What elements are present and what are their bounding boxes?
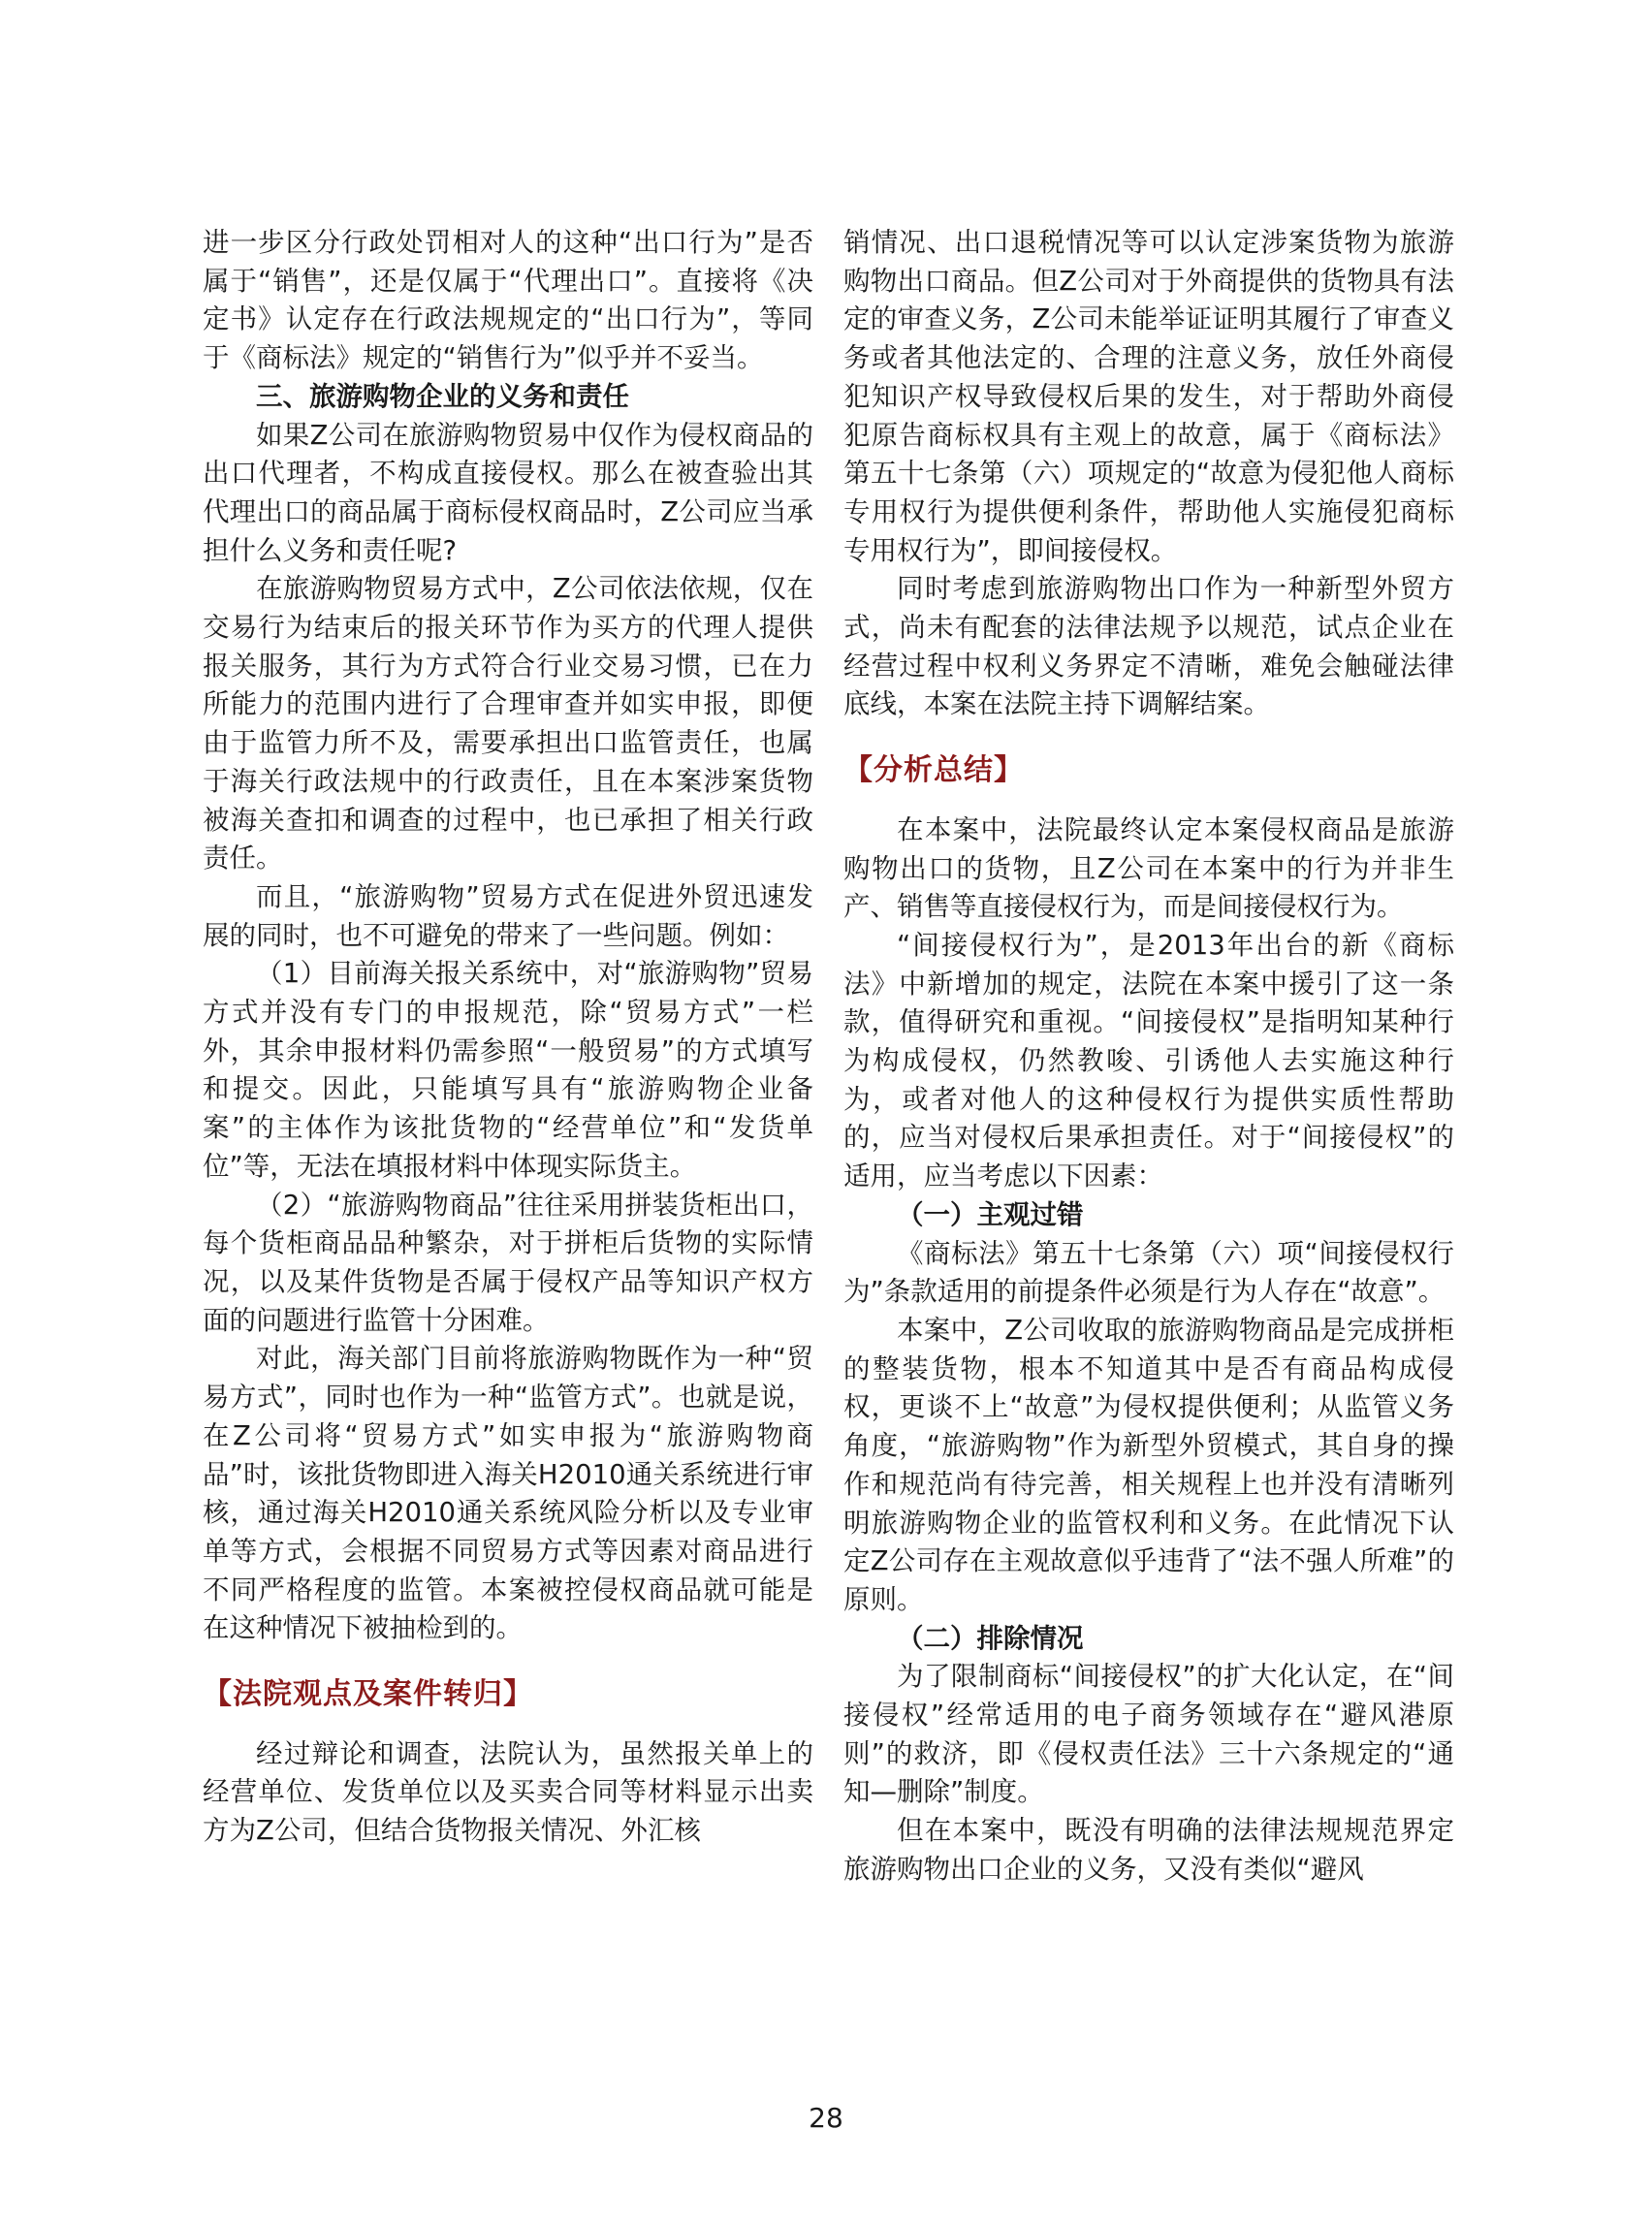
right-column [843, 224, 1454, 1890]
paragraph: 《商标法》第五十七条第（六）项“间接侵权行为”条款适用的前提条件必须是行为人存在“故意”。 [843, 1237, 1454, 1308]
page-number: 28 [809, 2102, 843, 2134]
subheading-subjective-fault: （一）主观过错 [897, 1198, 1084, 1230]
paragraph: 对此，海关部门目前将旅游购物既作为一种“贸易方式”，同时也作为一种“监管方式”。也就是说，在Z公司将“贸易方式”如实申报为“旅游购物商品”时，该批货物即进入海关H2010通关系统进行审核，通过海关H2010通关系统风险分析以及专业审单等方式，会根据不同贸易方式等因素对商品进行不同严格程度的监管。本案被控侵权商品就可能是在这种情况下被抽检到的。 [203, 1343, 813, 1644]
left-column [203, 224, 813, 1851]
paragraph: 而且，“旅游购物”贸易方式在促进外贸迅速发展的同时，也不可避免的带来了一些问题。例如： [203, 880, 813, 951]
section-heading-analysis-summary: 【分析总结】 [843, 753, 1024, 788]
subheading-exclusions: （二）排除情况 [897, 1622, 1084, 1654]
paragraph-continued: 销情况、出口退税情况等可以认定涉案货物为旅游购物出口商品。但Z公司对于外商提供的货物具有法定的审查义务，Z公司未能举证证明其履行了审查义务或者其他法定的、合理的注意义务，放任外商侵犯知识产权导致侵权后果的发生，对于帮助外商侵犯原告商标权具有主观上的故意，属于《商标法》第五十七条第（六）项规定的“故意为侵犯他人商标专用权行为提供便利条件，帮助他人实施侵犯商标专用权行为”，即间接侵权。 [843, 227, 1454, 566]
section-heading-obligations: 三、旅游购物企业的义务和责任 [256, 380, 629, 412]
paragraph: 在旅游购物贸易方式中，Z公司依法依规，仅在交易行为结束后的报关环节作为买方的代理人提供报关服务，其行为方式符合行业交易习惯，已在力所能力的范围内进行了合理审查并如实申报，即便由于监管力所不及，需要承担出口监管责任，也属于海关行政法规中的行政责任，且在本案涉案货物被海关查扣和调查的过程中，也已承担了相关行政责任。 [203, 573, 813, 874]
paragraph: 为了限制商标“间接侵权”的扩大化认定，在“间接侵权”经常适用的电子商务领域存在“避风港原则”的救济，即《侵权责任法》三十六条规定的“通知—删除”制度。 [843, 1661, 1454, 1808]
paragraph: 经过辩论和调查，法院认为，虽然报关单上的经营单位、发货单位以及买卖合同等材料显示出卖方为Z公司，但结合货物报关情况、外汇核 [203, 1737, 813, 1847]
paragraph-item-2: （2）“旅游购物商品”往往采用拼装货柜出口，每个货柜商品品种繁杂，对于拼柜后货物的实际情况，以及某件货物是否属于侵权产品等知识产权方面的问题进行监管十分困难。 [203, 1189, 813, 1336]
paragraph: 在本案中，法院最终认定本案侵权商品是旅游购物出口的货物，且Z公司在本案中的行为并非生产、销售等直接侵权行为，而是间接侵权行为。 [843, 813, 1454, 923]
section-heading-court-opinion: 【法院观点及案件转归】 [203, 1677, 533, 1712]
paragraph: 如果Z公司在旅游购物贸易中仅作为侵权商品的出口代理者，不构成直接侵权。那么在被查验出其代理出口的商品属于商标侵权商品时，Z公司应当承担什么义务和责任呢? [203, 419, 813, 566]
paragraph: “间接侵权行为”，是2013年出台的新《商标法》中新增加的规定，法院在本案中援引了这一条款，值得研究和重视。“间接侵权”是指明知某种行为构成侵权，仍然教唆、引诱他人去实施这种行为，或者对他人的这种侵权行为提供实质性帮助的，应当对侵权后果承担责任。对于“间接侵权”的适用，应当考虑以下因素： [843, 929, 1454, 1192]
paragraph-continued: 进一步区分行政处罚相对人的这种“出口行为”是否属于“销售”，还是仅属于“代理出口”。直接将《决定书》认定存在行政法规规定的“出口行为”，等同于《商标法》规定的“销售行为”似乎并不妥当。 [203, 227, 813, 374]
paragraph: 本案中，Z公司收取的旅游购物商品是完成拼柜的整装货物，根本不知道其中是否有商品构成侵权，更谈不上“故意”为侵权提供便利；从监管义务角度，“旅游购物”作为新型外贸模式，其自身的操作和规范尚有待完善，相关规程上也并没有清晰列明旅游购物企业的监管权利和义务。在此情况下认定Z公司存在主观故意似乎违背了“法不强人所难”的原则。 [843, 1314, 1454, 1615]
paragraph: 但在本案中，既没有明确的法律法规规范界定旅游购物出口企业的义务，又没有类似“避风 [843, 1815, 1454, 1885]
paragraph: 同时考虑到旅游购物出口作为一种新型外贸方式，尚未有配套的法律法规予以规范，试点企业在经营过程中权利义务界定不清晰，难免会触碰法律底线，本案在法院主持下调解结案。 [843, 573, 1454, 720]
paragraph-item-1: （1）目前海关报关系统中，对“旅游购物”贸易方式并没有专门的申报规范，除“贸易方式”一栏外，其余申报材料仍需参照“一般贸易”的方式填写和提交。因此，只能填写具有“旅游购物企业备案”的主体作为该批货物的“经营单位”和“发货单位”等，无法在填报材料中体现实际货主。 [203, 958, 813, 1182]
